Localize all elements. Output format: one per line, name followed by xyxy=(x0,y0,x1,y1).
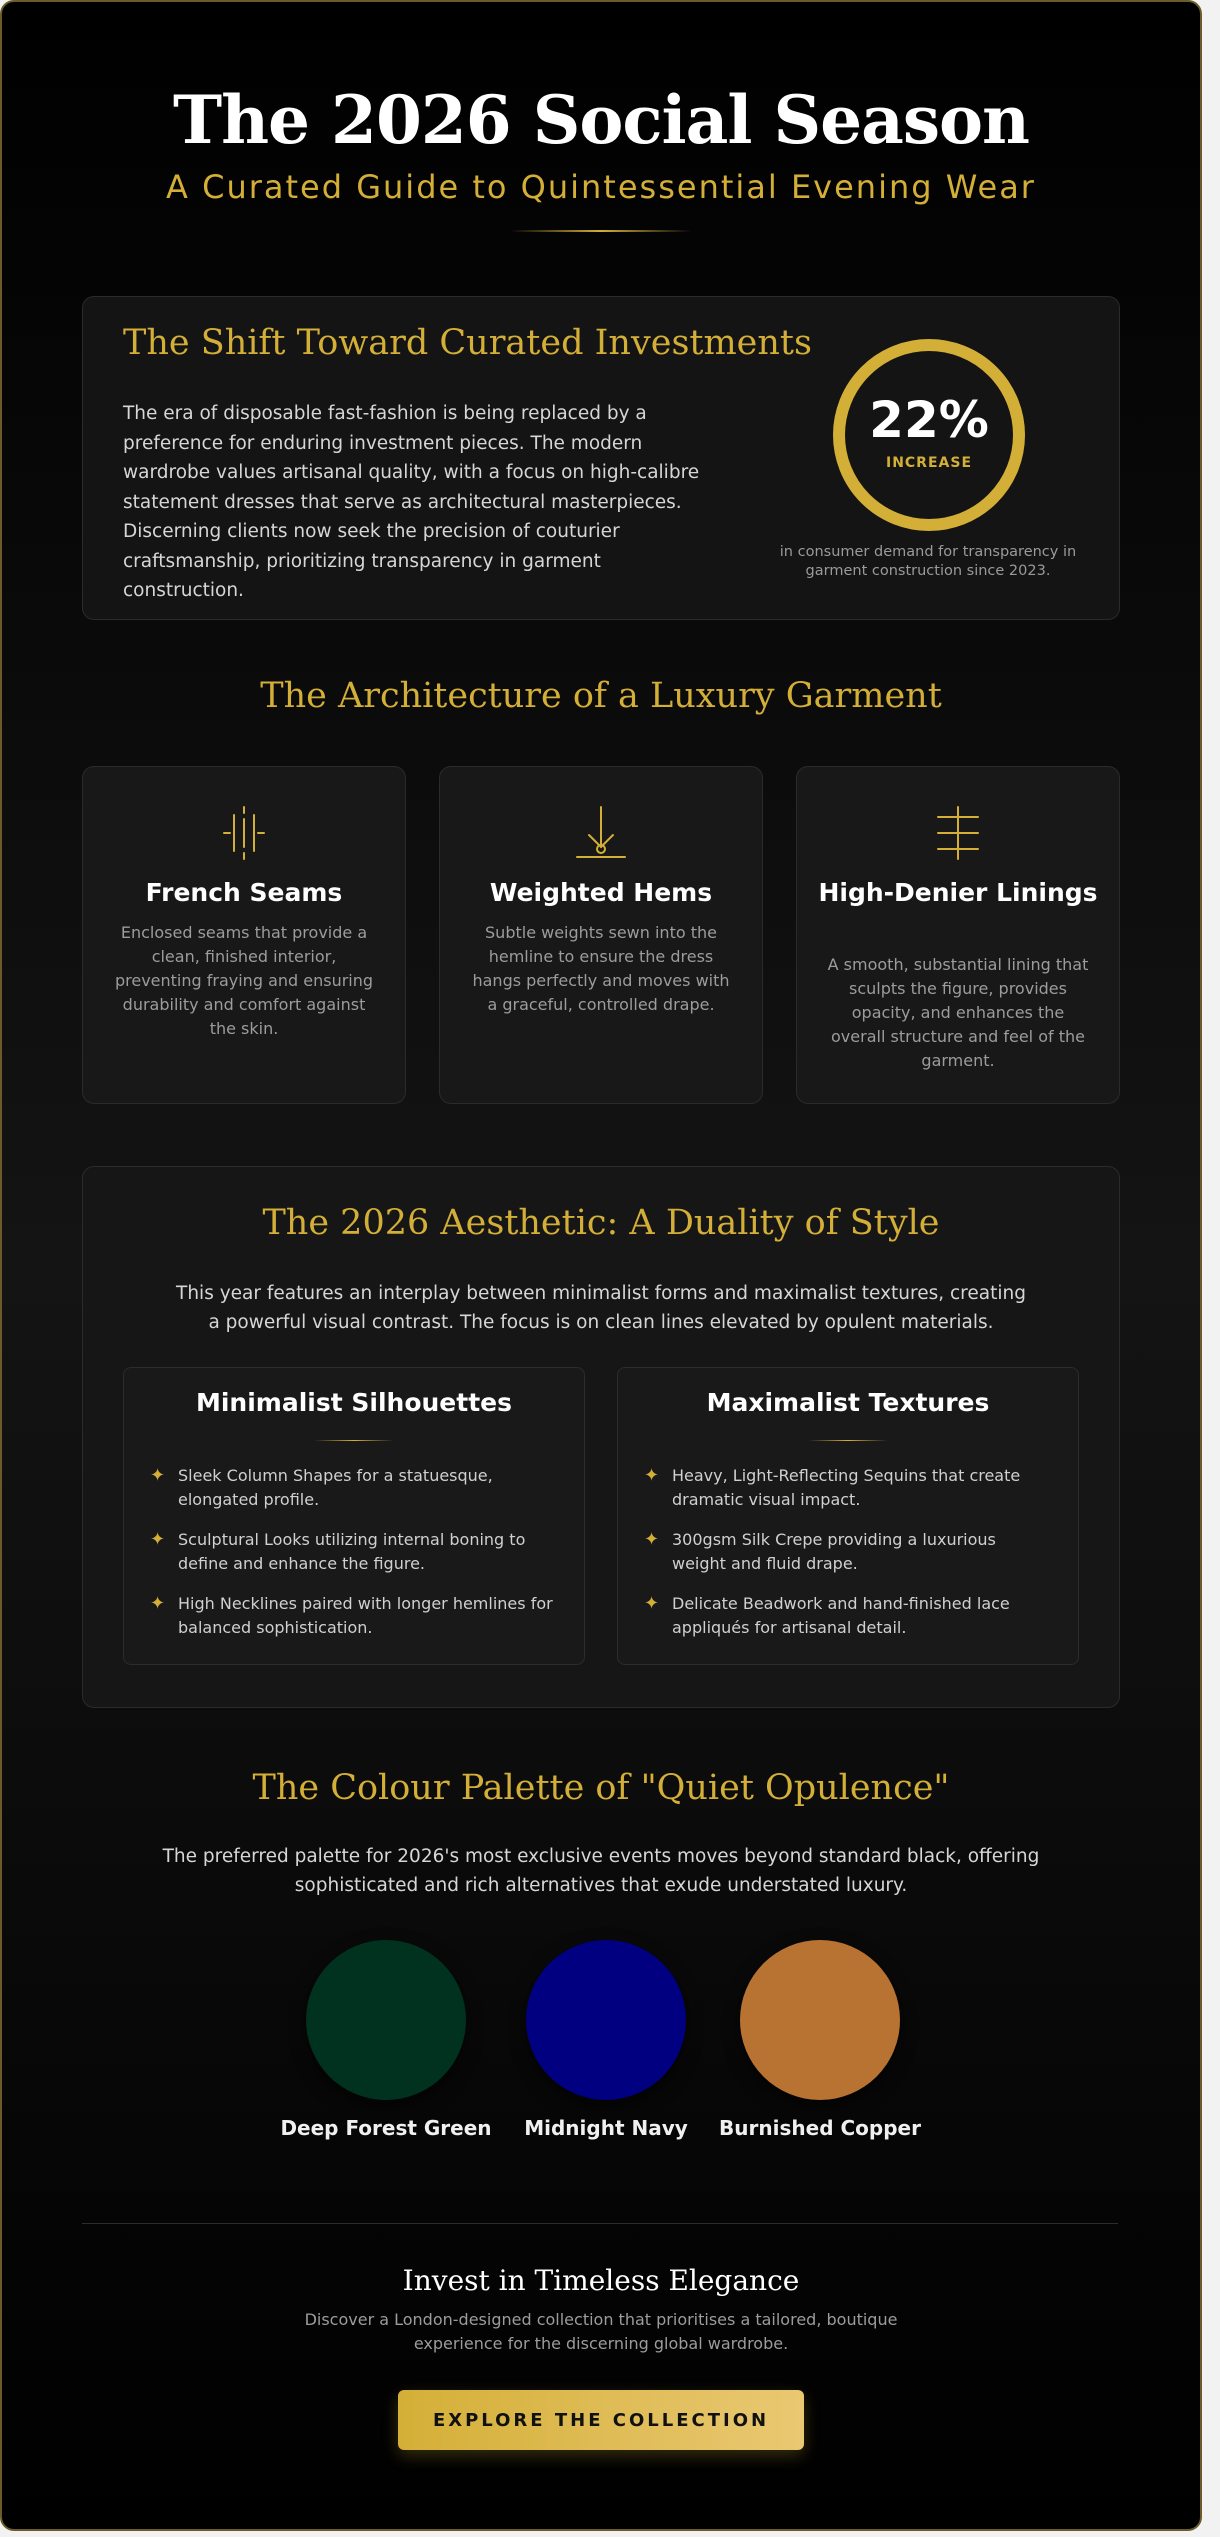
feature-title: Weighted Hems xyxy=(489,878,713,907)
list-item: ✦ Delicate Beadwork and hand-finished lace appliqués for artisanal detail. xyxy=(644,1593,1010,1637)
intro-body: The era of disposable fast-fashion is being replaced by a preference for enduring investment pieces. The modern wardrobe values artisanal quality, with a focus on high-calibre statement dresses that serve as architectural masterpieces. Discerning clients now seek the precision of couturier craftsmanship, prioritizing transparency in garment construction. xyxy=(123,403,700,601)
column-title: Minimalist Silhouettes xyxy=(195,1388,512,1417)
stat-label: INCREASE xyxy=(885,455,973,471)
lining-icon xyxy=(928,803,988,863)
swatch-label: Deep Forest Green xyxy=(280,2116,492,2140)
swatch-deep-forest-green xyxy=(306,1940,466,2100)
swatch-burnished-copper xyxy=(740,1940,900,2100)
aesthetic-lead: This year features an interplay between minimalist forms and maximalist textures, creating a powerful visual contrast. The focus is on clean lines elevated by opulent materials. xyxy=(176,1283,1026,1333)
intro-card xyxy=(82,296,1120,620)
list-item: ✦ High Necklines paired with longer hemlines for balanced sophistication. xyxy=(150,1593,553,1637)
list-item: ✦ Sleek Column Shapes for a statuesque, elongated profile. xyxy=(150,1465,493,1509)
stat-caption: in consumer demand for transparency in garment construction since 2023. xyxy=(779,544,1077,579)
minimalist-list xyxy=(150,1464,560,1656)
list-item: ✦ Sculptural Looks utilizing internal boning to define and enhance the figure. xyxy=(150,1529,526,1573)
feature-card-french-seams xyxy=(82,766,406,1104)
maximalist-column xyxy=(617,1367,1079,1665)
sparkle-icon: ✦ xyxy=(150,1529,166,1550)
stat-value: 22% xyxy=(869,391,989,449)
footer-divider xyxy=(82,2223,1118,2224)
sparkle-icon: ✦ xyxy=(150,1465,166,1486)
explore-collection-button[interactable]: EXPLORE THE COLLECTION xyxy=(398,2390,804,2450)
footer-title: Invest in Timeless Elegance xyxy=(402,2264,800,2297)
column-divider xyxy=(808,1440,888,1441)
feature-text: Enclosed seams that provide a clean, finished interior, preventing fraying and ensuring durability and comfort against the skin. xyxy=(114,923,374,1038)
sparkle-icon: ✦ xyxy=(644,1593,660,1614)
sparkle-icon: ✦ xyxy=(644,1529,660,1550)
aesthetic-card xyxy=(82,1166,1120,1708)
feature-text: A smooth, substantial lining that sculpts the figure, provides opacity, and enhances the overall structure and feel of the garment. xyxy=(827,955,1089,1070)
page-title: The 2026 Social Season xyxy=(172,81,1030,159)
architecture-heading: The Architecture of a Luxury Garment xyxy=(260,676,942,716)
feature-title: High-Denier Linings xyxy=(818,878,1098,907)
palette-lead: The preferred palette for 2026's most exclusive events moves beyond standard black, offering sophisticated and rich alternatives that exude understated luxury. xyxy=(162,1846,1040,1896)
aesthetic-heading: The 2026 Aesthetic: A Duality of Style xyxy=(262,1203,940,1243)
hem-weight-icon xyxy=(571,803,631,863)
list-item: ✦ Heavy, Light-Reflecting Sequins that create dramatic visual impact. xyxy=(644,1465,1021,1509)
maximalist-list xyxy=(644,1464,1054,1656)
feature-card-high-denier-linings xyxy=(796,766,1120,1104)
header-divider xyxy=(510,230,692,232)
footer-text: Discover a London-designed collection that prioritises a tailored, boutique experience for the discerning global wardrobe. xyxy=(304,2310,898,2353)
swatch-midnight-navy xyxy=(526,1940,686,2100)
intro-heading: The Shift Toward Curated Investments xyxy=(123,323,812,363)
sparkle-icon: ✦ xyxy=(150,1593,166,1614)
list-item: ✦ 300gsm Silk Crepe providing a luxurious weight and fluid drape. xyxy=(644,1529,996,1573)
sparkle-icon: ✦ xyxy=(644,1465,660,1486)
page-subtitle: A Curated Guide to Quintessential Evening Wear xyxy=(166,168,1036,206)
feature-card-weighted-hems xyxy=(439,766,763,1104)
seam-icon xyxy=(214,803,274,863)
swatch-label: Burnished Copper xyxy=(719,2116,921,2140)
swatch-label: Midnight Navy xyxy=(524,2116,688,2140)
feature-text: Subtle weights sewn into the hemline to ensure the dress hangs perfectly and moves with a graceful, controlled drape. xyxy=(472,923,730,1014)
palette-heading: The Colour Palette of "Quiet Opulence" xyxy=(252,1768,950,1808)
column-title: Maximalist Textures xyxy=(706,1388,990,1417)
minimalist-column xyxy=(123,1367,585,1665)
column-divider xyxy=(314,1440,394,1441)
stat-ring xyxy=(833,339,1025,531)
feature-title: French Seams xyxy=(145,878,343,907)
